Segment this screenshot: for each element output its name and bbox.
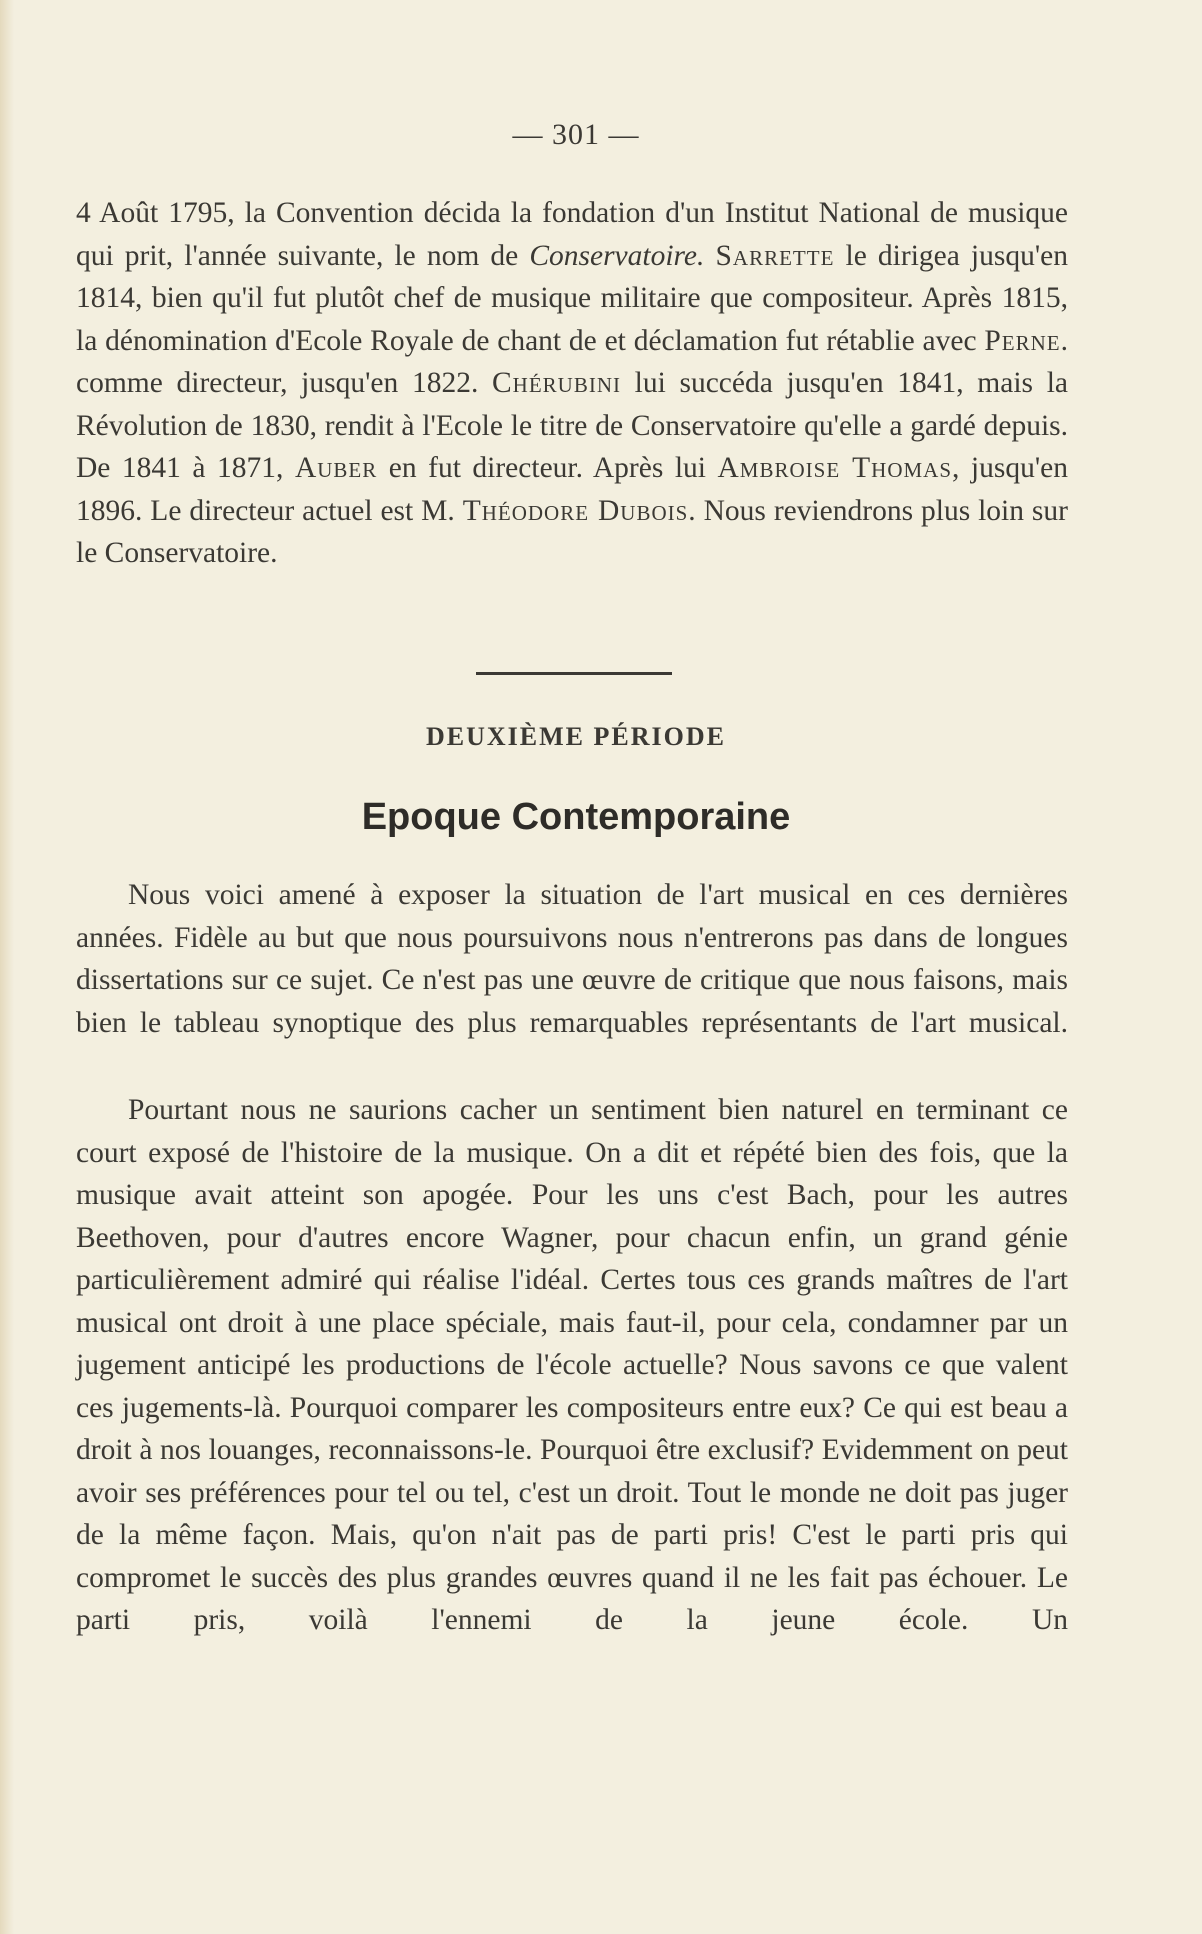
- page-left-edge: [0, 0, 14, 1934]
- intro-text-3: . comme directeur, jusqu'en 1822.: [76, 324, 1068, 399]
- section-divider-rule: [476, 672, 672, 675]
- page-number: — 301 —: [512, 118, 640, 151]
- intro-text-4: lui succéda jusqu'en 1841, mais la Révolution de 1830, rendit à l'Ecole le titre de Conservatoire qu'elle a gardé depuis. De 1841 à 1871,: [76, 367, 1068, 484]
- name-auber: Auber: [294, 452, 378, 484]
- conservatoire-italic: Conservatoire.: [529, 239, 705, 272]
- intro-sep-1: [704, 240, 715, 272]
- intro-text-1: 4 Août 1795, la Convention décida la fondation d'un Institut National de musique qui prit, l'année suivante, le nom de: [76, 197, 1068, 272]
- intro-text-6: , jusqu'en 1896. Le directeur actuel est: [76, 452, 1068, 527]
- name-cherubini: Chérubini: [491, 367, 621, 399]
- section-title: Epoque Contemporaine: [361, 796, 791, 838]
- intro-sep-2: [455, 495, 463, 527]
- intro-text-2: le dirigea jusqu'en 1814, bien qu'il fut plutôt chef de musique militaire que compositeur. Après 1815, la dénomination d'Ecole Royale de chant de et déclamation fut rétablie avec: [76, 239, 1069, 357]
- paragraph-3-text: Pourtant nous ne saurions cacher un sentiment bien naturel en terminant ce court exposé de l'histoire de la musique. On a dit et répété bien des fois, que la musique avait atteint son apogée. Pour les uns c'est Bach, pour les autres Beethoven, pour d'autres encore Wagner, pour chacun enfin, un grand génie particulièrement admiré qui réalise l'idéal. Certes tous ces grands maîtres de l'art musical ont droit à une place spéciale, mais faut-il, pour cela, condamner par un jugement anticipé les productions de l'école actuelle? Nous savons ce que valent ces jugements-là. Pourquoi comparer les compositeurs entre eux? Ce qui est beau a droit à nos louanges, reconnaissons-le. Pourquoi être exclusif? Evidemment on peut avoir ses préférences pour tel ou tel, c'est un droit. Tout le monde ne doit pas juger de la même façon. Mais, qu'on n'ait pas de parti pris! C'est le parti pris qui compromet le succès des plus grandes œuvres quand il ne les fait pas échouer. Le parti pris, voilà l'ennemi de la jeune école. Un: [76, 1094, 1068, 1636]
- paragraph-2: [76, 874, 1068, 1044]
- title-m: M.: [421, 494, 455, 527]
- name-ambroise-thomas: Ambroise Thomas: [717, 452, 953, 484]
- intro-paragraph: [76, 192, 1068, 575]
- name-perne: Perne: [984, 324, 1061, 357]
- period-heading: DEUXIÈME PÉRIODE: [426, 722, 726, 751]
- intro-text-7: . Nous reviendrons plus loin sur le Conservatoire.: [76, 494, 1068, 569]
- paragraph-3: [76, 1089, 1068, 1642]
- name-sarrette: Sarrette: [715, 239, 835, 272]
- name-theodore-dubois: Théodore Dubois: [462, 494, 689, 527]
- paragraph-2-text: Nous voici amené à exposer la situation de l'art musical en ces dernières années. Fidèle au but que nous poursuivons nous n'entrerons pas dans de longues dissertations sur ce sujet. Ce n'est pas une œuvre de critique que nous faisons, mais bien le tableau synoptique des plus remarquables représentants de l'art musical.: [76, 879, 1068, 1039]
- intro-text-5: en fut directeur. Après lui: [377, 452, 718, 484]
